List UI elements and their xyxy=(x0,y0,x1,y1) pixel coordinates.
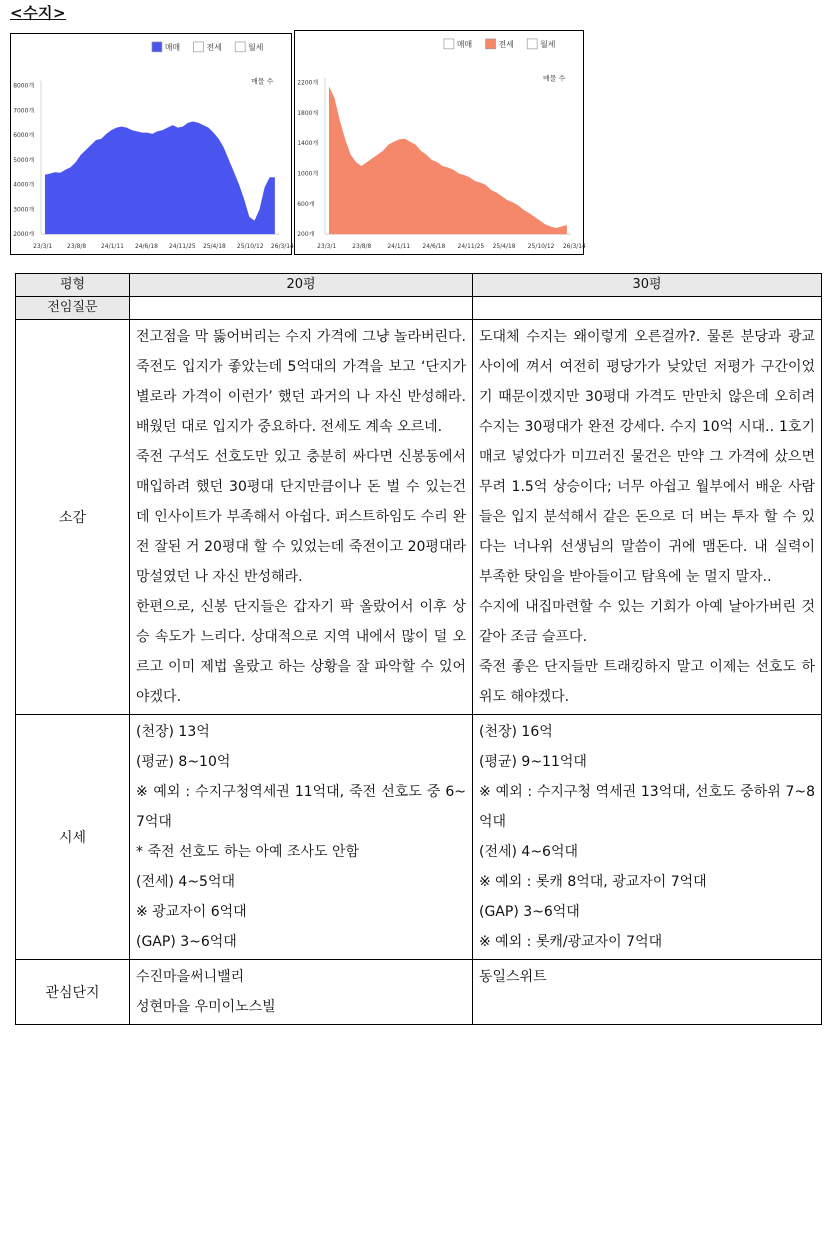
interest-20 xyxy=(130,960,473,1025)
legend-swatch xyxy=(152,42,162,52)
impression-30-p2: 수지에 내집마련할 수 있는 기회가 아예 날아가버린 것 같아 조금 슬프다. xyxy=(479,599,815,645)
y-tick-label: 8000개 xyxy=(13,82,35,90)
y-tick-label: 6000개 xyxy=(13,132,35,140)
table-row xyxy=(16,297,822,320)
impression-20-p2: 죽전 구석도 선호도만 있고 충분히 싸다면 신봉동에서 매입하려 했던 30평대 단지만큼이나 돈 벌 수 있는건데 인사이트가 부족해서 아쉽다. 퍼스트하임도 수리 완전 잘된 거 20평대 할 수 있었는데 죽전이고 20평대라 망설였던 나 자신 반성해라. xyxy=(136,449,466,585)
legend-swatch xyxy=(194,42,204,52)
interest-20-item: 수진마을써니밸리 xyxy=(136,969,245,985)
price-20-line: (평균) 8~10억 xyxy=(136,754,231,770)
x-tick-label: 24/1/11 xyxy=(101,243,124,251)
table-row xyxy=(16,715,822,960)
price-30 xyxy=(473,715,822,960)
table-header-row xyxy=(16,274,822,297)
x-tick-label: 24/1/11 xyxy=(387,243,411,251)
legend-label: 매매 xyxy=(164,42,181,52)
legend-label: 전세 xyxy=(498,39,514,49)
legend-swatch xyxy=(444,39,454,49)
x-tick-label: 23/3/1 xyxy=(317,243,337,251)
price-20 xyxy=(130,715,473,960)
legend-swatch xyxy=(486,39,496,49)
interest-30 xyxy=(473,960,822,1025)
price-30-line: ※ 예외 : 롯캐/광교자이 7억대 xyxy=(479,934,663,950)
summary-table xyxy=(15,273,822,1025)
x-tick-label: 24/6/18 xyxy=(135,243,158,251)
y-tick-label: 4000개 xyxy=(13,181,35,189)
chart-sale-listings xyxy=(10,33,292,255)
chart-sale-svg xyxy=(11,34,294,254)
impression-20-p3: 한편으로, 신봉 단지들은 갑자기 팍 올랐어서 이후 상승 속도가 느리다. 상대적으로 지역 내에서 많이 덜 오르고 이미 제법 올랐고 하는 상황을 잘 파악할 수 있어야겠다. xyxy=(136,599,466,705)
price-30-line: (전세) 4~6억대 xyxy=(479,844,579,860)
legend-swatch xyxy=(527,39,537,49)
legend-swatch xyxy=(235,42,245,52)
price-30-line: (천장) 16억 xyxy=(479,724,553,740)
y-tick-label: 2200개 xyxy=(297,79,319,87)
legend-label: 월세 xyxy=(540,39,556,49)
y-tick-label: 7000개 xyxy=(13,107,35,115)
price-20-line: (전세) 4~5억대 xyxy=(136,874,236,890)
price-30-line: (평균) 9~11억대 xyxy=(479,754,587,770)
impression-20-p1: 전고점을 막 뚫어버리는 수지 가격에 그냥 놀라버린다. 죽전도 입지가 좋았는데 5억대의 가격을 보고 ‘단지가 별로라 가격이 이런가’ 했던 과거의 나 자신 반성해라. 배웠던 대로 입지가 중요하다. 전세도 계속 오르네. xyxy=(136,329,466,435)
table-row xyxy=(16,960,822,1025)
x-tick-label: 25/4/18 xyxy=(202,243,226,251)
price-20-line: (천장) 13억 xyxy=(136,724,210,740)
price-30-line: (GAP) 3~6억대 xyxy=(479,904,580,920)
x-tick-label: 24/6/18 xyxy=(422,243,446,251)
header-pyeong: 평형 xyxy=(16,274,130,297)
impression-30-p3: 죽전 좋은 단지들만 트래킹하지 말고 이제는 선호도 하위도 해야겠다. xyxy=(479,659,815,705)
row-label-prev-question: 전임질문 xyxy=(16,297,130,320)
area-series xyxy=(45,122,275,235)
header-20pyeong: 20평 xyxy=(130,274,473,297)
price-20-line: ※ 예외 : 수지구청역세권 11억대, 죽전 선호도 중 6~7억대 xyxy=(136,784,466,830)
y-tick-label: 200개 xyxy=(297,231,315,239)
y-tick-label: 1800개 xyxy=(297,109,319,117)
y-tick-label: 600개 xyxy=(297,200,315,208)
price-20-line: (GAP) 3~6억대 xyxy=(136,934,237,950)
price-20-line: ※ 광교자이 6억대 xyxy=(136,904,247,920)
price-20-line: * 죽전 선호도 하는 아예 조사도 안함 xyxy=(136,844,360,860)
x-tick-label: 25/10/12 xyxy=(527,243,555,251)
impression-30 xyxy=(473,320,822,715)
legend-label: 월세 xyxy=(248,42,264,52)
chart-jeonse-listings xyxy=(294,30,584,255)
y-tick-label: 3000개 xyxy=(13,206,35,214)
row-label-price: 시세 xyxy=(16,715,130,960)
x-tick-label: 23/8/8 xyxy=(67,243,87,251)
row-label-impression: 소감 xyxy=(16,320,130,715)
header-30pyeong: 30평 xyxy=(473,274,822,297)
impression-20 xyxy=(130,320,473,715)
y-tick-label: 1400개 xyxy=(297,140,319,148)
interest-20-item: 성현마을 우미이노스빌 xyxy=(136,999,276,1015)
x-tick-label: 24/11/25 xyxy=(168,243,196,251)
price-30-line: ※ 예외 : 롯캐 8억대, 광교자이 7억대 xyxy=(479,874,707,890)
legend-label: 매매 xyxy=(456,39,473,49)
table-row xyxy=(16,320,822,715)
x-tick-label: 25/10/12 xyxy=(236,243,264,251)
y-tick-label: 2000개 xyxy=(13,231,35,239)
x-tick-label: 23/3/1 xyxy=(33,243,53,251)
legend-label: 전세 xyxy=(206,42,222,52)
x-tick-label: 26/3/14 xyxy=(270,243,294,251)
prev-question-20 xyxy=(130,297,473,320)
chart-annotation: 매물 수 xyxy=(543,74,566,83)
y-tick-label: 5000개 xyxy=(13,156,35,164)
row-label-interest: 관심단지 xyxy=(16,960,130,1025)
x-tick-label: 23/8/8 xyxy=(352,243,372,251)
prev-question-30 xyxy=(473,297,822,320)
area-series xyxy=(329,86,567,234)
price-30-line: ※ 예외 : 수지구청 역세권 13억대, 선호도 중하위 7~8억대 xyxy=(479,784,815,830)
chart-annotation: 매물 수 xyxy=(251,77,274,86)
interest-30-item: 동일스위트 xyxy=(479,969,547,985)
chart-jeonse-svg xyxy=(295,31,586,254)
page-title: <수지> xyxy=(10,4,67,22)
x-tick-label: 25/4/18 xyxy=(492,243,516,251)
x-tick-label: 26/3/14 xyxy=(562,243,586,251)
x-tick-label: 24/11/25 xyxy=(457,243,485,251)
impression-30-p1: 도대체 수지는 왜이렇게 오른걸까?. 물론 분당과 광교 사이에 껴서 여전히 평당가가 낮았던 저평가 구간이었기 때문이겠지만 30평대 가격도 만만치 않은데 오히려 수지는 30평대가 완전 강세다. 수지 10억 시대.. 1호기 매코 넣었다가 미끄러진 물건은 만약 그 가격에 샀으면 무려 1.5억 상승이다; 너무 아쉽고 월부에서 배운 사람들은 입지 분석해서 같은 돈으로 더 버는 투자 할 수 있다는 너나위 선생님의 말씀이 귀에 맴돈다. 내 실력이 부족한 탓임을 받아들이고 탐욕에 눈 멀지 말자.. xyxy=(479,329,815,585)
y-tick-label: 1000개 xyxy=(297,170,319,178)
